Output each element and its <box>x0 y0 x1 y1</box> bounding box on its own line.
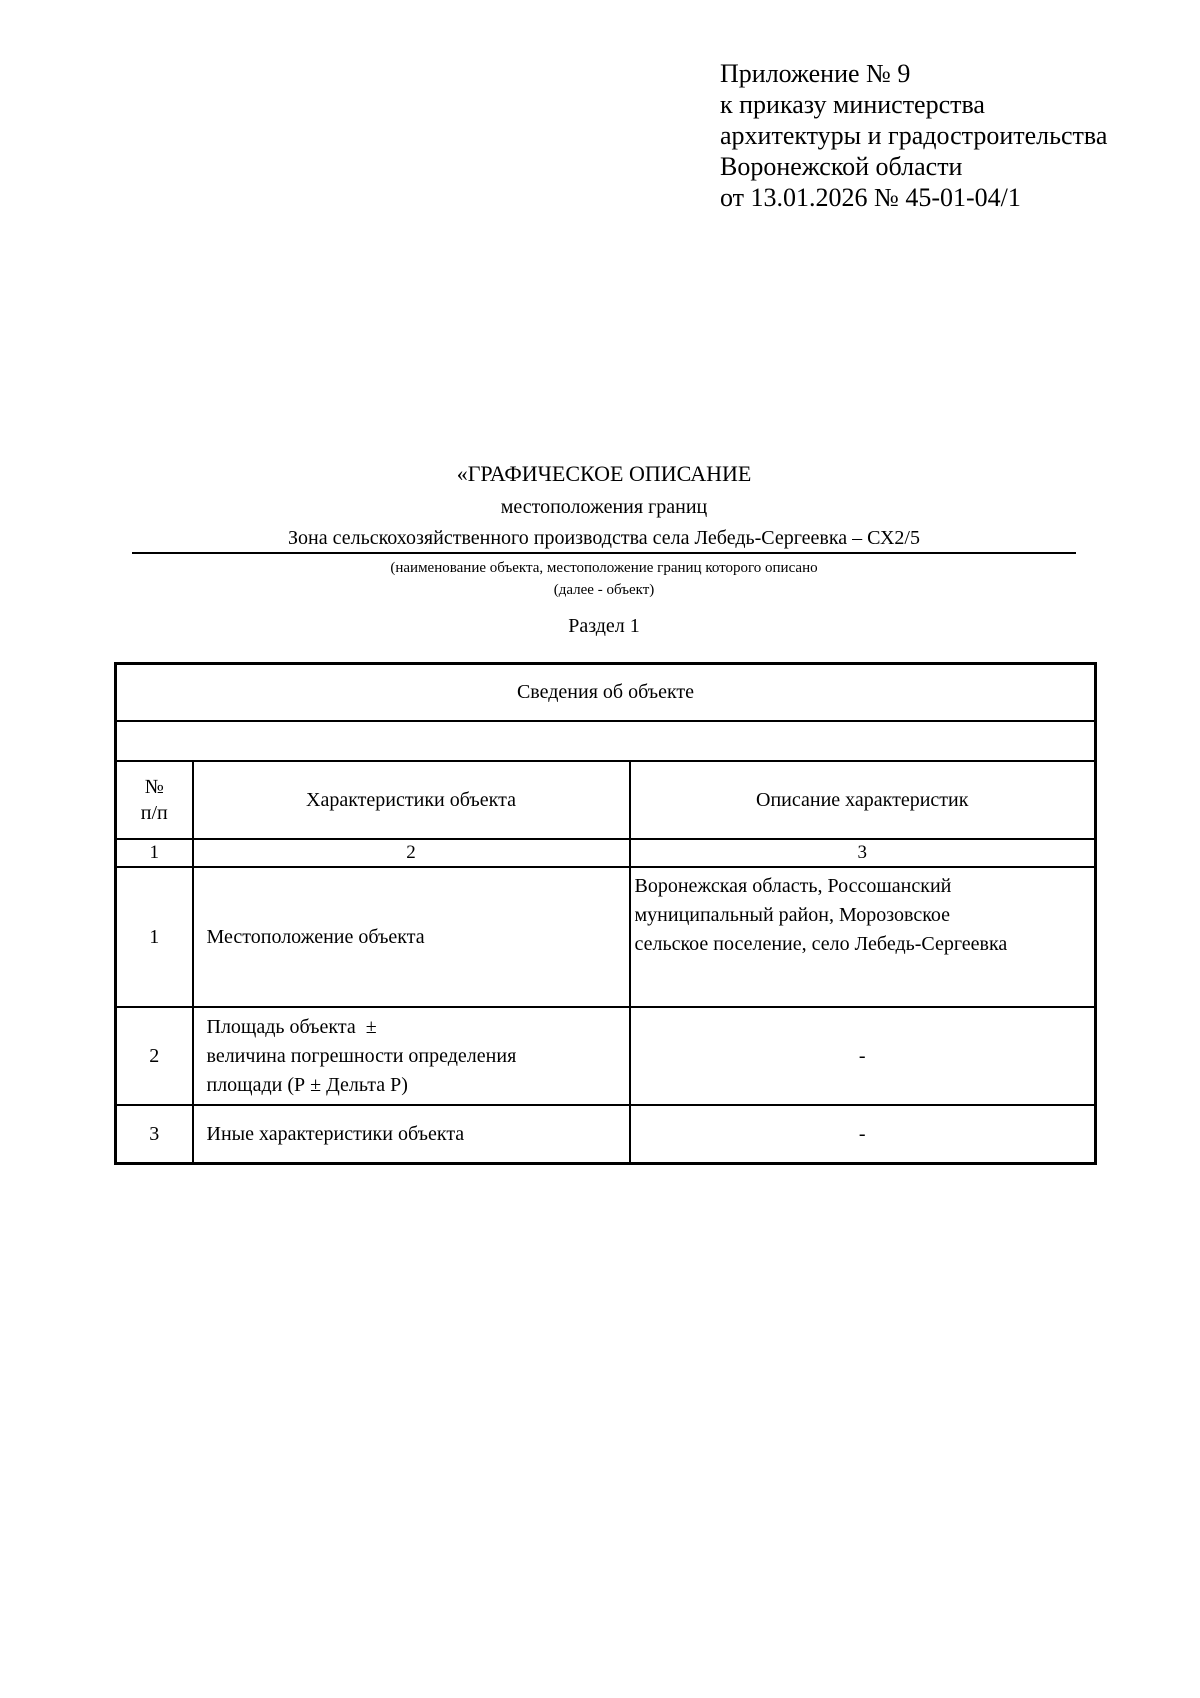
ministry-name: архитектуры и градостроительства <box>720 121 1108 150</box>
characteristic-line: величина погрешности определения <box>206 1044 517 1067</box>
column-header-characteristics: Характеристики объекта <box>193 761 630 839</box>
caption-line: (далее - объект) <box>553 582 655 598</box>
order-reference: к приказу министерства <box>720 90 985 119</box>
table-heading: Сведения об объекте <box>116 664 1096 722</box>
characteristic-line: площади (Р ± Дельта Р) <box>206 1073 408 1096</box>
row-number: 3 <box>116 1105 193 1164</box>
region-name: Воронежской области <box>720 152 963 181</box>
column-number: 1 <box>116 839 193 867</box>
table-heading-row <box>116 664 1096 722</box>
document-title: «ГРАФИЧЕСКОЕ ОПИСАНИЕ <box>456 461 752 486</box>
row-description: - <box>630 1007 1096 1105</box>
object-name: Зона сельскохозяйственного производства села Лебедь-Сергеевка – СХ2/5 <box>132 525 1076 554</box>
document-title-block <box>132 460 1076 639</box>
column-header-number-symbol: № <box>144 776 164 798</box>
description-line: муниципальный район, Морозовское <box>634 904 951 926</box>
object-info-table <box>114 662 1097 1165</box>
column-number: 3 <box>630 839 1096 867</box>
characteristic-line: Площадь объекта ± <box>206 1015 377 1038</box>
document-subtitle: местоположения границ <box>500 496 708 518</box>
description-line: сельское поселение, село Лебедь-Сергеевка <box>634 933 1008 955</box>
column-header-number-abbr: п/п <box>140 802 168 824</box>
section-label: Раздел 1 <box>568 615 640 637</box>
appendix-header <box>720 58 1107 213</box>
empty-cell <box>116 721 1096 761</box>
appendix-number: Приложение № 9 <box>720 59 911 88</box>
table-column-header-row <box>116 761 1096 839</box>
row-description <box>630 867 1096 1007</box>
row-characteristic: Иные характеристики объекта <box>193 1105 630 1164</box>
row-number: 1 <box>116 867 193 1007</box>
table-row <box>116 867 1096 1007</box>
row-number: 2 <box>116 1007 193 1105</box>
description-line: Воронежская область, Россошанский <box>634 875 952 897</box>
table-empty-row <box>116 721 1096 761</box>
object-name-caption <box>132 557 1076 601</box>
column-number: 2 <box>193 839 630 867</box>
column-header-description: Описание характеристик <box>630 761 1096 839</box>
order-date-number: от 13.01.2026 № 45-01-04/1 <box>720 183 1021 212</box>
row-characteristic: Местоположение объекта <box>193 867 630 1007</box>
table-row <box>116 1007 1096 1105</box>
table-column-number-row <box>116 839 1096 867</box>
row-characteristic <box>193 1007 630 1105</box>
caption-line: (наименование объекта, местоположение границ которого описано <box>390 560 818 576</box>
row-description: - <box>630 1105 1096 1164</box>
table-row <box>116 1105 1096 1164</box>
column-header-number <box>116 761 193 839</box>
